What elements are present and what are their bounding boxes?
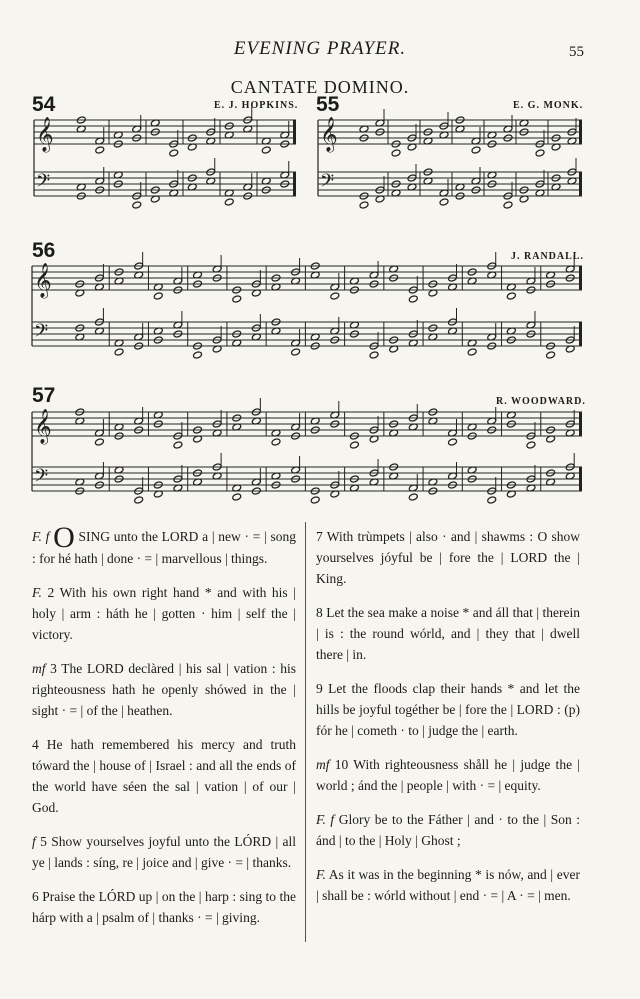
- verse-text: SING unto the LORD a | new · = | song : for hé hath | done · = | marvellous | things.: [32, 529, 297, 566]
- note-head: [487, 496, 497, 504]
- note-head: [448, 438, 458, 446]
- running-title: EVENING PRAYER.: [233, 38, 407, 59]
- note-head: [134, 496, 144, 504]
- tune-number-56: 56: [32, 239, 56, 262]
- note-head: [350, 441, 360, 449]
- note-head: [535, 149, 545, 157]
- final-bar: [579, 172, 582, 196]
- note-head: [132, 201, 142, 209]
- verse-text: Glory be to the Fáther | and · to the | Son : ánd | to the | Holy | Ghost ;: [316, 812, 580, 848]
- verse-4: [32, 734, 296, 818]
- composer-56: J. RANDALL.: [511, 251, 584, 262]
- verse-text: 2 With his own right hand * and with his | holy | arm : háth he | gotten · him | self the | victory.: [32, 585, 296, 642]
- tune-number-55: 55: [316, 93, 340, 116]
- note-head: [359, 201, 369, 209]
- note-head: [291, 348, 301, 356]
- verse-3: [32, 658, 296, 721]
- note-head: [506, 292, 516, 300]
- bass-clef-icon: 𝄢: [34, 321, 49, 346]
- gloria-2: [316, 864, 580, 906]
- note-head: [546, 351, 556, 359]
- composer-57: R. WOODWARD.: [496, 396, 586, 407]
- final-bar: [293, 120, 296, 144]
- verse-mark: f: [32, 834, 36, 849]
- verse-text: 10 With righteousness shåll he | judge the | world ; ánd the | people | with · = | equity.: [316, 757, 580, 793]
- final-bar: [579, 266, 582, 290]
- verse-10: [316, 754, 580, 796]
- note-head: [95, 438, 105, 446]
- verse-7: [316, 526, 580, 589]
- note-head: [169, 149, 179, 157]
- final-bar: [579, 467, 582, 491]
- treble-clef-icon: 𝄞: [34, 409, 52, 444]
- psalm-right-column: [316, 526, 580, 919]
- note-head: [224, 198, 234, 206]
- drop-initial: O: [53, 521, 75, 554]
- psalm-left-column: [32, 521, 297, 941]
- treble-clef-icon: 𝄞: [34, 263, 52, 298]
- treble-clef-icon: 𝄞: [320, 117, 338, 152]
- note-head: [526, 441, 536, 449]
- note-head: [467, 348, 477, 356]
- bass-clef-icon: 𝄢: [36, 171, 51, 196]
- verse-mark: F.: [316, 867, 326, 882]
- section-title: CANTATE DOMINO.: [230, 77, 410, 97]
- gloria-1: [316, 809, 580, 851]
- tune-number-54: 54: [32, 93, 56, 116]
- final-bar: [579, 322, 582, 346]
- column-divider: [305, 522, 306, 942]
- note-head: [503, 201, 513, 209]
- note-head: [232, 295, 242, 303]
- verse-text: 8 Let the sea make a noise * and áll that | therein | is : the round wórld, and | they that | dwell there | in.: [316, 605, 580, 662]
- note-head: [153, 292, 163, 300]
- verse-text: 6 Praise the LÓRD up | on the | harp : sing to the hárp with a | psalm of | thanks · = | giving.: [32, 889, 296, 925]
- note-head: [310, 496, 320, 504]
- note-head: [408, 493, 418, 501]
- verse-8: [316, 602, 580, 665]
- verse-mark: F. f: [316, 812, 335, 827]
- page-number: 55: [569, 44, 584, 60]
- composer-54: E. J. HOPKINS.: [214, 100, 299, 111]
- final-bar: [579, 412, 582, 436]
- bass-clef-icon: 𝄢: [34, 466, 49, 491]
- treble-clef-icon: 𝄞: [36, 117, 54, 152]
- verse-mark: mf: [316, 757, 330, 772]
- note-head: [439, 198, 449, 206]
- note-head: [114, 348, 124, 356]
- note-head: [193, 351, 203, 359]
- verse-text: As it was in the beginning * is nów, and | ever | shall be : wórld without | end · = | A · = | men.: [316, 867, 580, 903]
- verse-text: 5 Show yourselves joyful unto the LÓRD | all ye | lands : síng, re | joice and | give · = | thanks.: [32, 834, 297, 870]
- verse-mark: F.: [32, 585, 42, 600]
- verse-mark: F. f: [32, 529, 50, 544]
- verse-text: 4 He hath remembered his mercy and truth tóward the | house of | Israel : and all the ends of the world have séen the sal | vation | of our | God.: [32, 737, 296, 815]
- verse-5: [32, 831, 296, 873]
- verse-9: [316, 678, 580, 741]
- tune-number-57: 57: [32, 384, 56, 407]
- music-systems: [32, 106, 582, 504]
- verse-2: [32, 582, 296, 645]
- verse-text: 3 The LORD declàred | his sal | vation : his righteousness hath he openly shówed in the | sight · = | of the | heathen.: [32, 661, 296, 718]
- composer-55: E. G. MONK.: [513, 100, 584, 111]
- final-bar: [579, 120, 582, 144]
- note-head: [173, 441, 183, 449]
- verse-6: [32, 886, 296, 928]
- note-head: [330, 292, 340, 300]
- bass-clef-icon: 𝄢: [320, 171, 335, 196]
- final-bar: [293, 172, 296, 196]
- verse-text: 7 With trùmpets | also · and | shawms : O show yourselves jóyful be | fore the | LORD the | King.: [316, 529, 580, 586]
- note-head: [95, 146, 105, 154]
- note-head: [232, 493, 242, 501]
- verse-mark: mf: [32, 661, 46, 676]
- verse-1: [32, 521, 297, 569]
- verse-text: 9 Let the floods clap their hands * and let the hills be joyful togéther be | fore the | LORD : (p) fór he | cometh · to | judge the | earth.: [316, 681, 580, 738]
- note-head: [391, 149, 401, 157]
- note-head: [408, 295, 418, 303]
- note-head: [471, 146, 481, 154]
- note-head: [369, 351, 379, 359]
- note-head: [271, 438, 281, 446]
- note-head: [261, 146, 271, 154]
